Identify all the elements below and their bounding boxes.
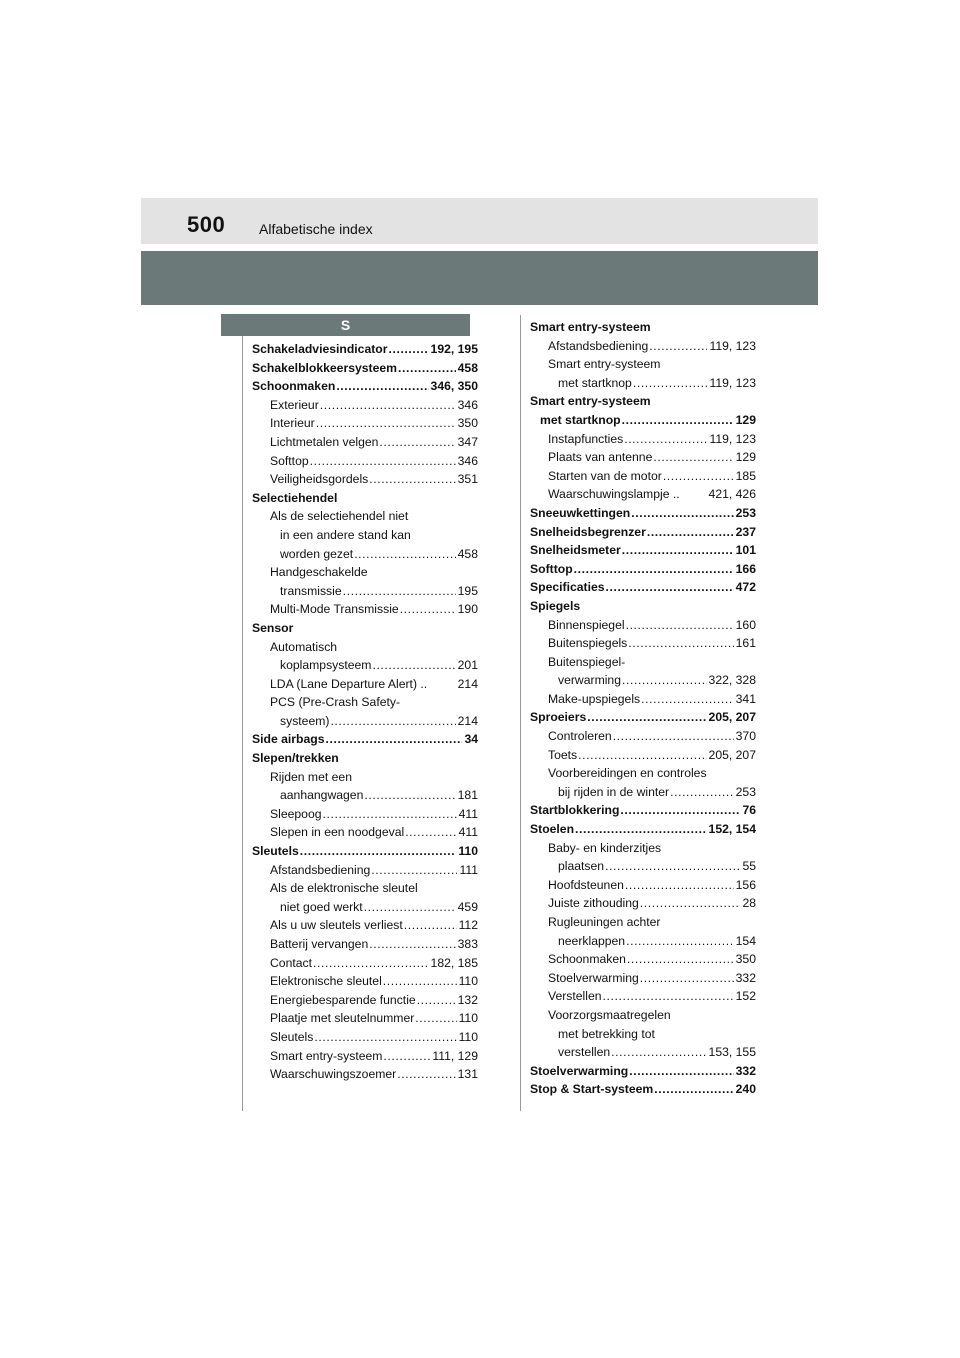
index-entry-label: Softtop [270, 453, 309, 468]
index-entry-pages: 129 [735, 412, 756, 427]
index-entry-label: Starten van de motor [548, 468, 662, 483]
index-entry-pages: 472 [735, 580, 756, 595]
dot-leader [628, 634, 733, 653]
index-entry-label: Smart entry-systeem [530, 320, 651, 334]
index-entry-label: Als u uw sleutels verliest [270, 918, 403, 933]
dot-leader [364, 786, 455, 805]
index-entry [252, 1047, 478, 1066]
index-entry-label: worden gezet [280, 546, 354, 561]
index-entry [252, 545, 478, 564]
index-entry-pages: 76 [742, 803, 756, 818]
index-entry-label: Sproeiers [530, 710, 587, 725]
index-entry-label: PCS (Pre-Crash Safety- [270, 695, 401, 710]
index-entry-pages: 237 [735, 524, 756, 539]
index-entry-label: Selectiehendel [252, 490, 338, 505]
index-entry-label: Schakeladviesindicator [252, 342, 388, 356]
index-entry [252, 414, 478, 433]
index-entry-label: Snelheidsbegrenzer [530, 524, 646, 539]
dot-leader [626, 932, 734, 951]
index-entry [530, 541, 756, 560]
index-entry-label: Smart entry-systeem [270, 1048, 383, 1063]
index-entry [252, 563, 478, 582]
index-entry [530, 467, 756, 486]
dot-leader [343, 582, 456, 601]
dot-leader [369, 470, 455, 489]
index-entry-pages: 205, 207 [708, 710, 756, 725]
index-entry-label: Sleutels [270, 1029, 314, 1044]
index-entry-label: aanhangwagen [280, 788, 364, 803]
index-entry-label: met startknop [558, 375, 632, 390]
index-entry-label: bij rijden in de winter [558, 784, 670, 799]
index-entry-pages: 421, 426 [708, 487, 756, 502]
index-entry-label: LDA (Lane Departure Alert) .. [270, 676, 428, 691]
index-entry [530, 801, 756, 820]
index-entry [252, 842, 478, 861]
index-entry-pages: 346, 350 [430, 379, 478, 394]
header-bar [141, 198, 818, 244]
index-entry-label: Afstandsbediening [548, 338, 649, 353]
index-entry-label: Schoonmaken [548, 952, 626, 967]
index-entry-pages: 131 [457, 1067, 478, 1082]
index-column-left [252, 340, 478, 1084]
index-entry-pages: 253 [735, 505, 756, 520]
index-entry [252, 526, 478, 545]
index-entry-pages: 214 [457, 713, 478, 728]
index-entry-label: Rijden met een [270, 769, 352, 784]
index-entry-label: Plaatje met sleutelnummer [270, 1011, 415, 1026]
index-entry-label: Instapfuncties [548, 431, 624, 446]
index-entry-pages: 205, 207 [708, 747, 756, 762]
dot-leader [364, 898, 456, 917]
index-column-right [530, 318, 756, 1099]
index-entry-label: Juiste zithouding [548, 896, 639, 911]
index-entry-label: Waarschuwingslampje .. [548, 487, 680, 502]
dot-leader [587, 708, 706, 727]
index-entry [530, 932, 756, 951]
index-entry [530, 764, 756, 783]
index-entry [530, 913, 756, 932]
column-divider-left [242, 315, 243, 1111]
index-entry [530, 448, 756, 467]
index-entry-label: Spiegels [530, 598, 581, 613]
index-entry-pages: 332 [735, 1063, 756, 1078]
index-entry [530, 969, 756, 988]
index-entry-label: Sleutels [252, 844, 299, 859]
index-entry-label: Make-upspiegels [548, 691, 641, 706]
index-entry-pages: 182, 185 [430, 955, 478, 970]
index-entry-pages: 119, 123 [709, 375, 756, 390]
index-entry [530, 634, 756, 653]
index-entry-label: Batterij vervangen [270, 937, 369, 951]
index-entry [530, 839, 756, 858]
index-entry-pages: 153, 155 [708, 1045, 756, 1060]
index-entry [252, 916, 478, 935]
index-entry-pages: 119, 123 [709, 338, 756, 353]
page-title: Alfabetische index [259, 221, 373, 237]
index-entry-label: Slepen in een noodgeval [270, 825, 405, 840]
index-entry [252, 452, 478, 471]
index-entry-pages: 110 [458, 974, 478, 989]
index-entry [530, 708, 756, 727]
index-entry [530, 1025, 756, 1044]
dot-leader [629, 1062, 733, 1081]
index-entry-pages: 192, 195 [430, 342, 478, 356]
index-entry-pages: 28 [742, 896, 756, 911]
index-entry-pages: 350 [457, 416, 478, 431]
index-entry [530, 746, 756, 765]
index-entry-pages: 458 [457, 546, 478, 561]
dot-leader [606, 578, 734, 597]
index-entry-label: Interieur [270, 416, 315, 431]
index-entry [252, 340, 478, 359]
dot-leader [372, 656, 455, 675]
index-entry-label: Sleepoog [270, 806, 322, 821]
dot-leader [603, 987, 734, 1006]
index-entry-label: Slepen/trekken [252, 751, 339, 766]
index-entry-pages: 322, 328 [708, 673, 756, 688]
dot-leader [631, 504, 733, 523]
index-entry-pages: 459 [457, 899, 478, 914]
index-entry-pages: 110 [458, 1029, 478, 1044]
index-entry-pages: 201 [457, 658, 478, 673]
index-entry-label: Stoelverwarming [530, 1063, 629, 1078]
index-entry-label: Toets [548, 747, 578, 762]
dot-leader [633, 374, 708, 393]
index-entry-label: verwarming [558, 673, 621, 688]
index-entry-pages: 411 [458, 825, 478, 840]
dot-leader [653, 448, 733, 467]
index-entry-label: Buitenspiegel- [548, 654, 626, 669]
index-entry-label: plaatsen [558, 859, 605, 874]
index-entry-pages: 160 [735, 617, 756, 632]
dot-leader [670, 783, 734, 802]
index-entry-label: Buitenspiegels [548, 636, 628, 651]
dot-leader [313, 954, 429, 973]
index-entry-label: Multi-Mode Transmissie [270, 602, 399, 617]
dot-leader [405, 823, 456, 842]
index-entry-label: Afstandsbediening [270, 862, 371, 877]
index-entry-pages: 132 [457, 992, 478, 1007]
index-entry [252, 768, 478, 787]
dot-leader [622, 541, 734, 560]
index-entry-pages: 350 [735, 952, 756, 967]
index-entry-label: Stop & Start-systeem [530, 1082, 654, 1097]
index-entry [530, 337, 756, 356]
dot-leader [647, 523, 734, 542]
dot-leader [300, 842, 457, 861]
dot-leader [417, 991, 456, 1010]
index-entry [530, 783, 756, 802]
index-entry-pages: 332 [735, 970, 756, 985]
index-entry-label: Sensor [252, 620, 294, 635]
dot-leader [383, 1047, 430, 1066]
index-entry-label: Waarschuwingszoemer [270, 1067, 397, 1082]
index-entry [252, 638, 478, 657]
index-entry [252, 730, 478, 749]
index-entry-pages: 129 [735, 450, 756, 465]
index-entry-pages: 112 [458, 918, 478, 933]
section-letter-header: S [221, 314, 470, 336]
dot-leader [640, 969, 734, 988]
dot-leader [369, 935, 455, 954]
index-entry-label: Energiebesparende functie [270, 992, 416, 1007]
index-entry-label: Binnenspiegel [548, 617, 625, 632]
index-entry-pages: 154 [735, 933, 756, 948]
index-entry [530, 653, 756, 672]
dot-leader [316, 414, 456, 433]
index-entry-pages: 156 [735, 877, 756, 892]
index-entry-label: Schoonmaken [252, 379, 336, 394]
index-entry-pages: 119, 123 [709, 431, 756, 446]
dot-leader [625, 876, 734, 895]
index-entry [252, 600, 478, 619]
dot-leader [649, 337, 707, 356]
index-entry-pages: 152 [735, 989, 756, 1004]
index-entry [530, 523, 756, 542]
dot-leader [575, 820, 707, 839]
index-entry-pages: 351 [457, 472, 478, 487]
index-entry [530, 578, 756, 597]
index-entry [530, 392, 756, 411]
dot-leader [611, 1043, 706, 1062]
index-entry [530, 894, 756, 913]
index-entry-label: verstellen [558, 1045, 611, 1060]
index-entry-label: Veiligheidsgordels [270, 472, 369, 487]
dot-leader [641, 690, 734, 709]
index-entry-label: koplampsysteem [280, 658, 372, 673]
index-entry-label: Exterieur [270, 397, 319, 412]
index-entry [530, 987, 756, 1006]
index-entry [252, 786, 478, 805]
index-entry-pages: 253 [735, 784, 756, 799]
index-entry-label: Voorbereidingen en controles [548, 766, 707, 781]
index-entry-pages: 101 [735, 543, 756, 558]
dot-leader [622, 671, 707, 690]
index-entry-pages: 341 [735, 691, 756, 706]
index-entry-label: niet goed werkt [280, 899, 363, 914]
dot-leader [336, 377, 428, 396]
index-entry-pages: 190 [457, 602, 478, 617]
index-entry-label: Voorzorgsmaatregelen [548, 1007, 671, 1022]
index-entry [252, 377, 478, 396]
index-entry-pages: 370 [735, 729, 756, 744]
dot-leader [663, 467, 734, 486]
index-entry-label: Stoelverwarming [548, 970, 639, 985]
dot-leader [354, 545, 455, 564]
index-entry-label: Smart entry-systeem [548, 357, 661, 372]
index-entry-pages: 346 [457, 453, 478, 468]
index-entry [530, 857, 756, 876]
dot-leader [654, 1080, 733, 1099]
index-entry-label: Controleren [548, 729, 612, 744]
index-entry-pages: 411 [458, 806, 478, 821]
index-entry-pages: 111, 129 [432, 1048, 478, 1063]
dot-leader [626, 616, 734, 635]
index-entry-label: Als de elektronische sleutel [270, 881, 418, 896]
index-entry [252, 1065, 478, 1084]
index-entry-label: transmissie [280, 583, 342, 598]
index-entry [252, 489, 478, 508]
index-entry-label: Baby- en kinderzitjes [548, 840, 662, 855]
index-entry [530, 374, 756, 393]
dot-leader [578, 746, 706, 765]
index-entry-label: Als de selectiehendel niet [270, 509, 409, 524]
index-entry [252, 805, 478, 824]
dot-leader [624, 430, 707, 449]
dot-leader [325, 730, 462, 749]
index-entry-label: Schakelblokkeersysteem [252, 360, 397, 375]
index-entry-label: Softtop [530, 561, 573, 576]
dot-leader [400, 600, 456, 619]
index-entry-label: Handgeschakelde [270, 565, 368, 580]
dot-leader [314, 1028, 456, 1047]
column-divider-right [520, 315, 521, 1111]
index-entry [530, 727, 756, 746]
dot-leader [397, 1065, 455, 1084]
page-number: 500 [187, 212, 226, 237]
header-band [141, 251, 818, 305]
index-entry [252, 1009, 478, 1028]
index-entry-label: met betrekking tot [558, 1026, 655, 1041]
index-entry-label: Specificaties [530, 580, 605, 595]
index-entry-pages: 55 [742, 859, 756, 874]
index-entry [252, 749, 478, 768]
index-entry [252, 619, 478, 638]
index-entry-label: Hoofdsteunen [548, 877, 624, 892]
index-entry-pages: 214 [457, 676, 478, 691]
index-entry [530, 430, 756, 449]
index-entry-label: Elektronische sleutel [270, 974, 382, 989]
index-entry [530, 355, 756, 374]
index-entry [252, 433, 478, 452]
dot-leader [404, 916, 457, 935]
dot-leader [622, 411, 734, 430]
dot-leader [613, 727, 734, 746]
index-entry [252, 954, 478, 973]
index-entry [252, 359, 478, 378]
dot-leader [379, 433, 455, 452]
index-entry-label: Smart entry-systeem [530, 394, 651, 409]
index-entry-label: Automatisch [270, 639, 338, 654]
index-entry-pages: 383 [457, 937, 478, 951]
index-entry [530, 318, 756, 337]
index-entry-pages: 110 [458, 1011, 478, 1026]
dot-leader [415, 1009, 456, 1028]
index-entry-pages: 111 [459, 862, 478, 877]
index-entry [530, 950, 756, 969]
index-entry [252, 879, 478, 898]
index-entry-label: in een andere stand kan [280, 527, 411, 542]
index-entry [530, 820, 756, 839]
index-entry [252, 693, 478, 712]
index-entry [252, 712, 478, 731]
index-entry [252, 507, 478, 526]
index-entry [530, 1080, 756, 1099]
dot-leader [627, 950, 734, 969]
dot-leader [371, 861, 457, 880]
dot-leader [330, 712, 455, 731]
index-entry [252, 972, 478, 991]
index-entry-label: Contact [270, 955, 313, 970]
index-entry-label: Lichtmetalen velgen [270, 434, 379, 449]
index-entry [252, 675, 478, 694]
index-entry [252, 935, 478, 954]
index-entry [252, 898, 478, 917]
index-entry-pages: 458 [457, 360, 478, 375]
index-entry [252, 861, 478, 880]
index-entry-label: Startblokkering [530, 803, 620, 818]
index-entry [530, 1006, 756, 1025]
index-entry-pages: 166 [735, 561, 756, 576]
index-entry [252, 396, 478, 415]
index-entry [530, 1062, 756, 1081]
index-entry [530, 504, 756, 523]
index-entry [530, 411, 756, 430]
index-entry [530, 671, 756, 690]
index-entry-label: neerklappen [558, 933, 626, 948]
index-entry [252, 470, 478, 489]
index-entry-pages: 185 [735, 468, 756, 483]
index-entry [530, 597, 756, 616]
dot-leader [323, 805, 457, 824]
dot-leader [398, 359, 456, 378]
index-entry-pages: 110 [458, 844, 478, 859]
index-entry-pages: 195 [457, 583, 478, 598]
index-entry [530, 560, 756, 579]
index-entry-label: Rugleuningen achter [548, 915, 661, 929]
index-entry-label: Snelheidsmeter [530, 543, 621, 558]
index-entry-pages: 34 [464, 732, 478, 747]
index-entry [530, 876, 756, 895]
index-entry-pages: 161 [735, 636, 756, 651]
index-entry-label: systeem) [280, 713, 330, 728]
index-entry-pages: 347 [457, 434, 478, 449]
index-entry-label: Side airbags [252, 732, 325, 747]
dot-leader [574, 560, 734, 579]
index-entry [530, 616, 756, 635]
dot-leader [310, 452, 456, 471]
index-entry [252, 991, 478, 1010]
index-entry [252, 656, 478, 675]
dot-leader [620, 801, 740, 820]
index-entry [530, 690, 756, 709]
index-entry-label: Stoelen [530, 822, 575, 837]
index-entry [252, 582, 478, 601]
index-entry-pages: 346 [457, 397, 478, 412]
dot-leader [605, 857, 740, 876]
index-entry [530, 1043, 756, 1062]
index-entry [252, 1028, 478, 1047]
index-entry [252, 823, 478, 842]
index-entry-pages: 181 [457, 788, 478, 803]
index-entry-label: Plaats van antenne [548, 450, 653, 465]
index-entry [530, 485, 756, 504]
dot-leader [383, 972, 457, 991]
dot-leader [388, 340, 428, 359]
index-entry-label: met startknop [540, 412, 621, 427]
index-entry-pages: 240 [735, 1082, 756, 1097]
index-entry-pages: 152, 154 [708, 822, 756, 837]
index-entry-label: Verstellen [548, 989, 602, 1004]
dot-leader [320, 396, 456, 415]
index-entry-label: Sneeuwkettingen [530, 505, 631, 520]
dot-leader [640, 894, 741, 913]
